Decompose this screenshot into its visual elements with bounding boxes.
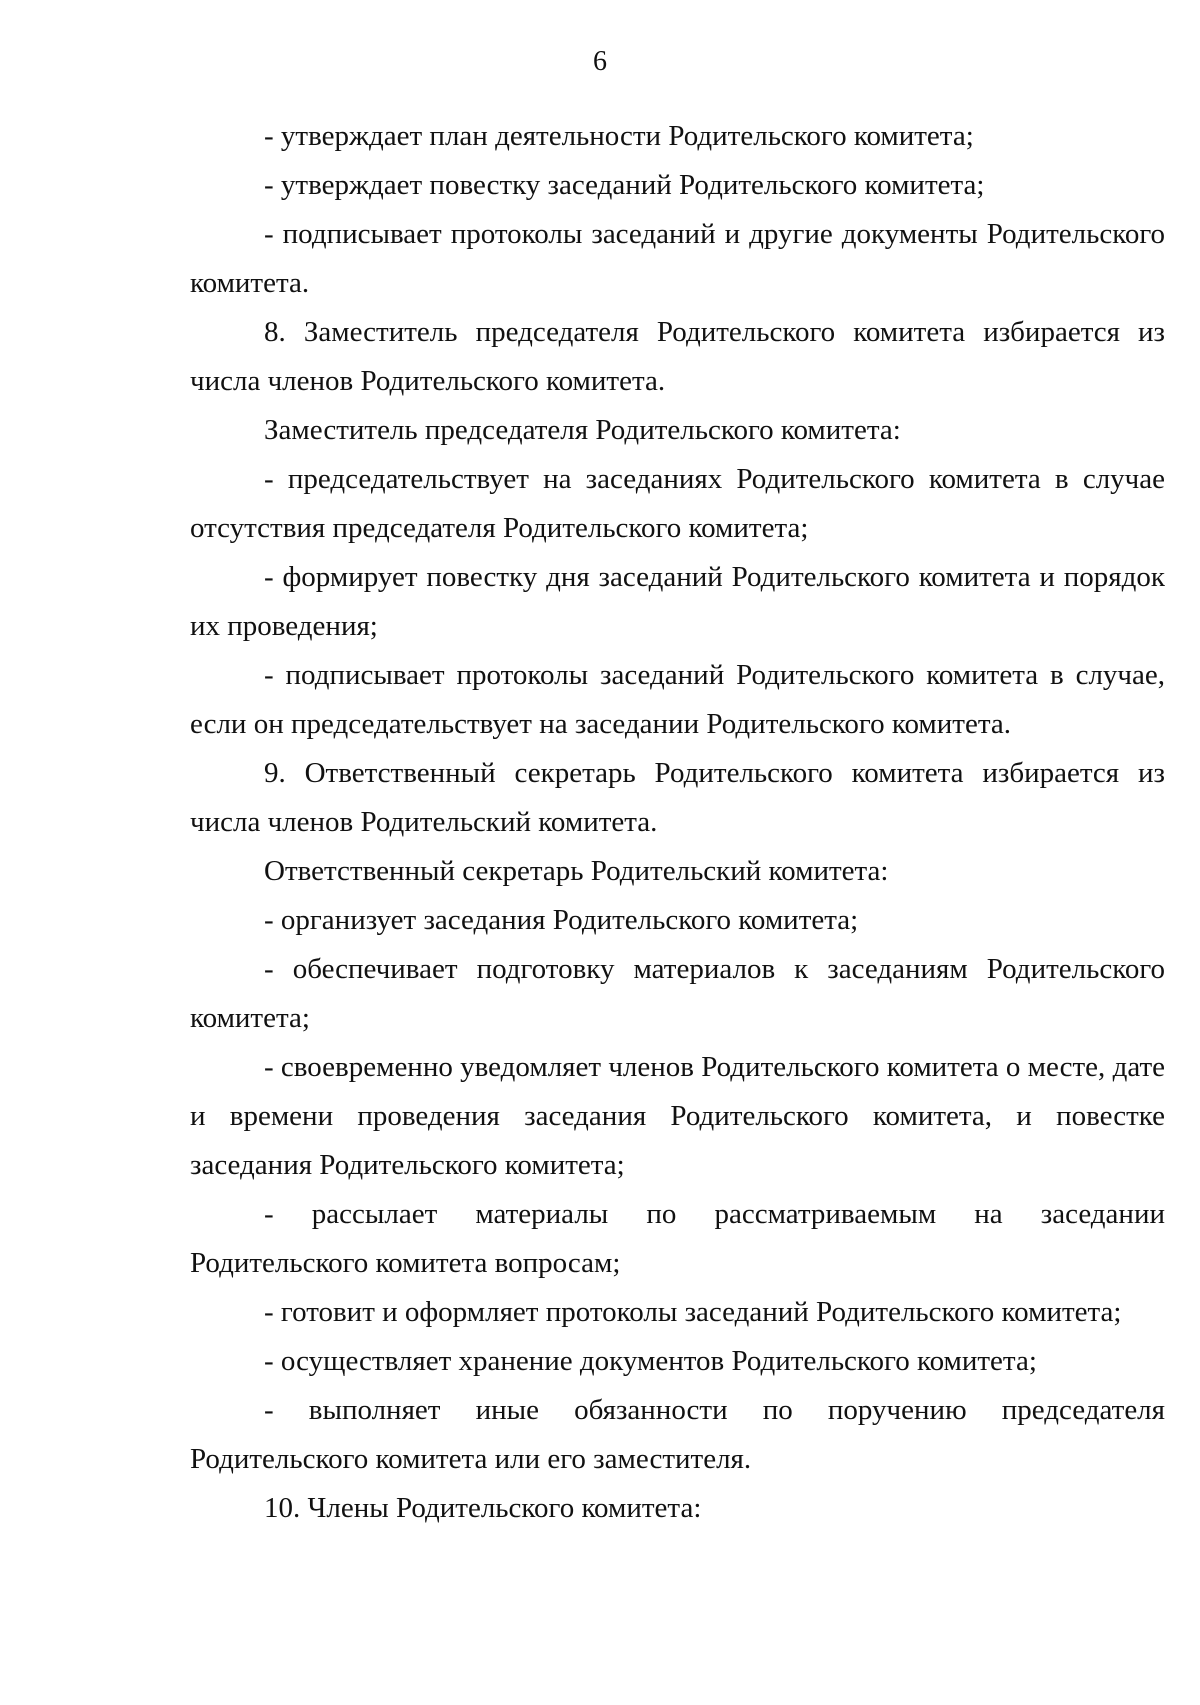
paragraph-secretary-other-duties: - выполняет иные обязанности по поручению председателя Родительского комитета или его заместителя.: [190, 1394, 1165, 1475]
paragraph-section-9: 9. Ответственный секретарь Родительского комитета избирается из числа членов Родительский комитета.: [190, 757, 1165, 838]
paragraph-secretary-stores-documents: - осуществляет хранение документов Родительского комитета;: [264, 1345, 1037, 1377]
paragraph-secretary-heading: Ответственный секретарь Родительский комитета:: [264, 855, 889, 887]
paragraph-deputy-forms-agenda: - формирует повестку дня заседаний Родительского комитета и порядок их проведения;: [190, 561, 1165, 642]
paragraph-signs-protocols: - подписывает протоколы заседаний и другие документы Родительского комитета.: [190, 218, 1165, 299]
paragraph-section-8: 8. Заместитель председателя Родительского комитета избирается из числа членов Родительского комитета.: [190, 316, 1165, 397]
paragraph-deputy-chairs: - председательствует на заседаниях Родительского комитета в случае отсутствия председателя Родительского комитета;: [190, 463, 1165, 544]
paragraph-secretary-organizes: - организует заседания Родительского комитета;: [264, 904, 859, 936]
paragraph-secretary-prepares-protocols: - готовит и оформляет протоколы заседаний Родительского комитета;: [264, 1296, 1122, 1328]
paragraph-section-10: 10. Члены Родительского комитета:: [264, 1492, 702, 1524]
page-number: 6: [593, 46, 607, 77]
paragraph-secretary-distributes: - рассылает материалы по рассматриваемым на заседании Родительского комитета вопросам;: [190, 1198, 1165, 1279]
paragraph-approves-plan: - утверждает план деятельности Родительского комитета;: [264, 120, 974, 152]
document-body: [190, 112, 1165, 1533]
paragraph-deputy-heading: Заместитель председателя Родительского комитета:: [264, 414, 901, 446]
paragraph-approves-agenda: - утверждает повестку заседаний Родительского комитета;: [264, 169, 985, 201]
paragraph-secretary-notifies: - своевременно уведомляет членов Родительского комитета о месте, дате и времени проведения заседания Родительского комитета, и повестке заседания Родительского комитета;: [190, 1051, 1165, 1181]
paragraph-deputy-signs: - подписывает протоколы заседаний Родительского комитета в случае, если он председательствует на заседании Родительского комитета.: [190, 659, 1165, 740]
paragraph-secretary-materials: - обеспечивает подготовку материалов к заседаниям Родительского комитета;: [190, 953, 1165, 1034]
